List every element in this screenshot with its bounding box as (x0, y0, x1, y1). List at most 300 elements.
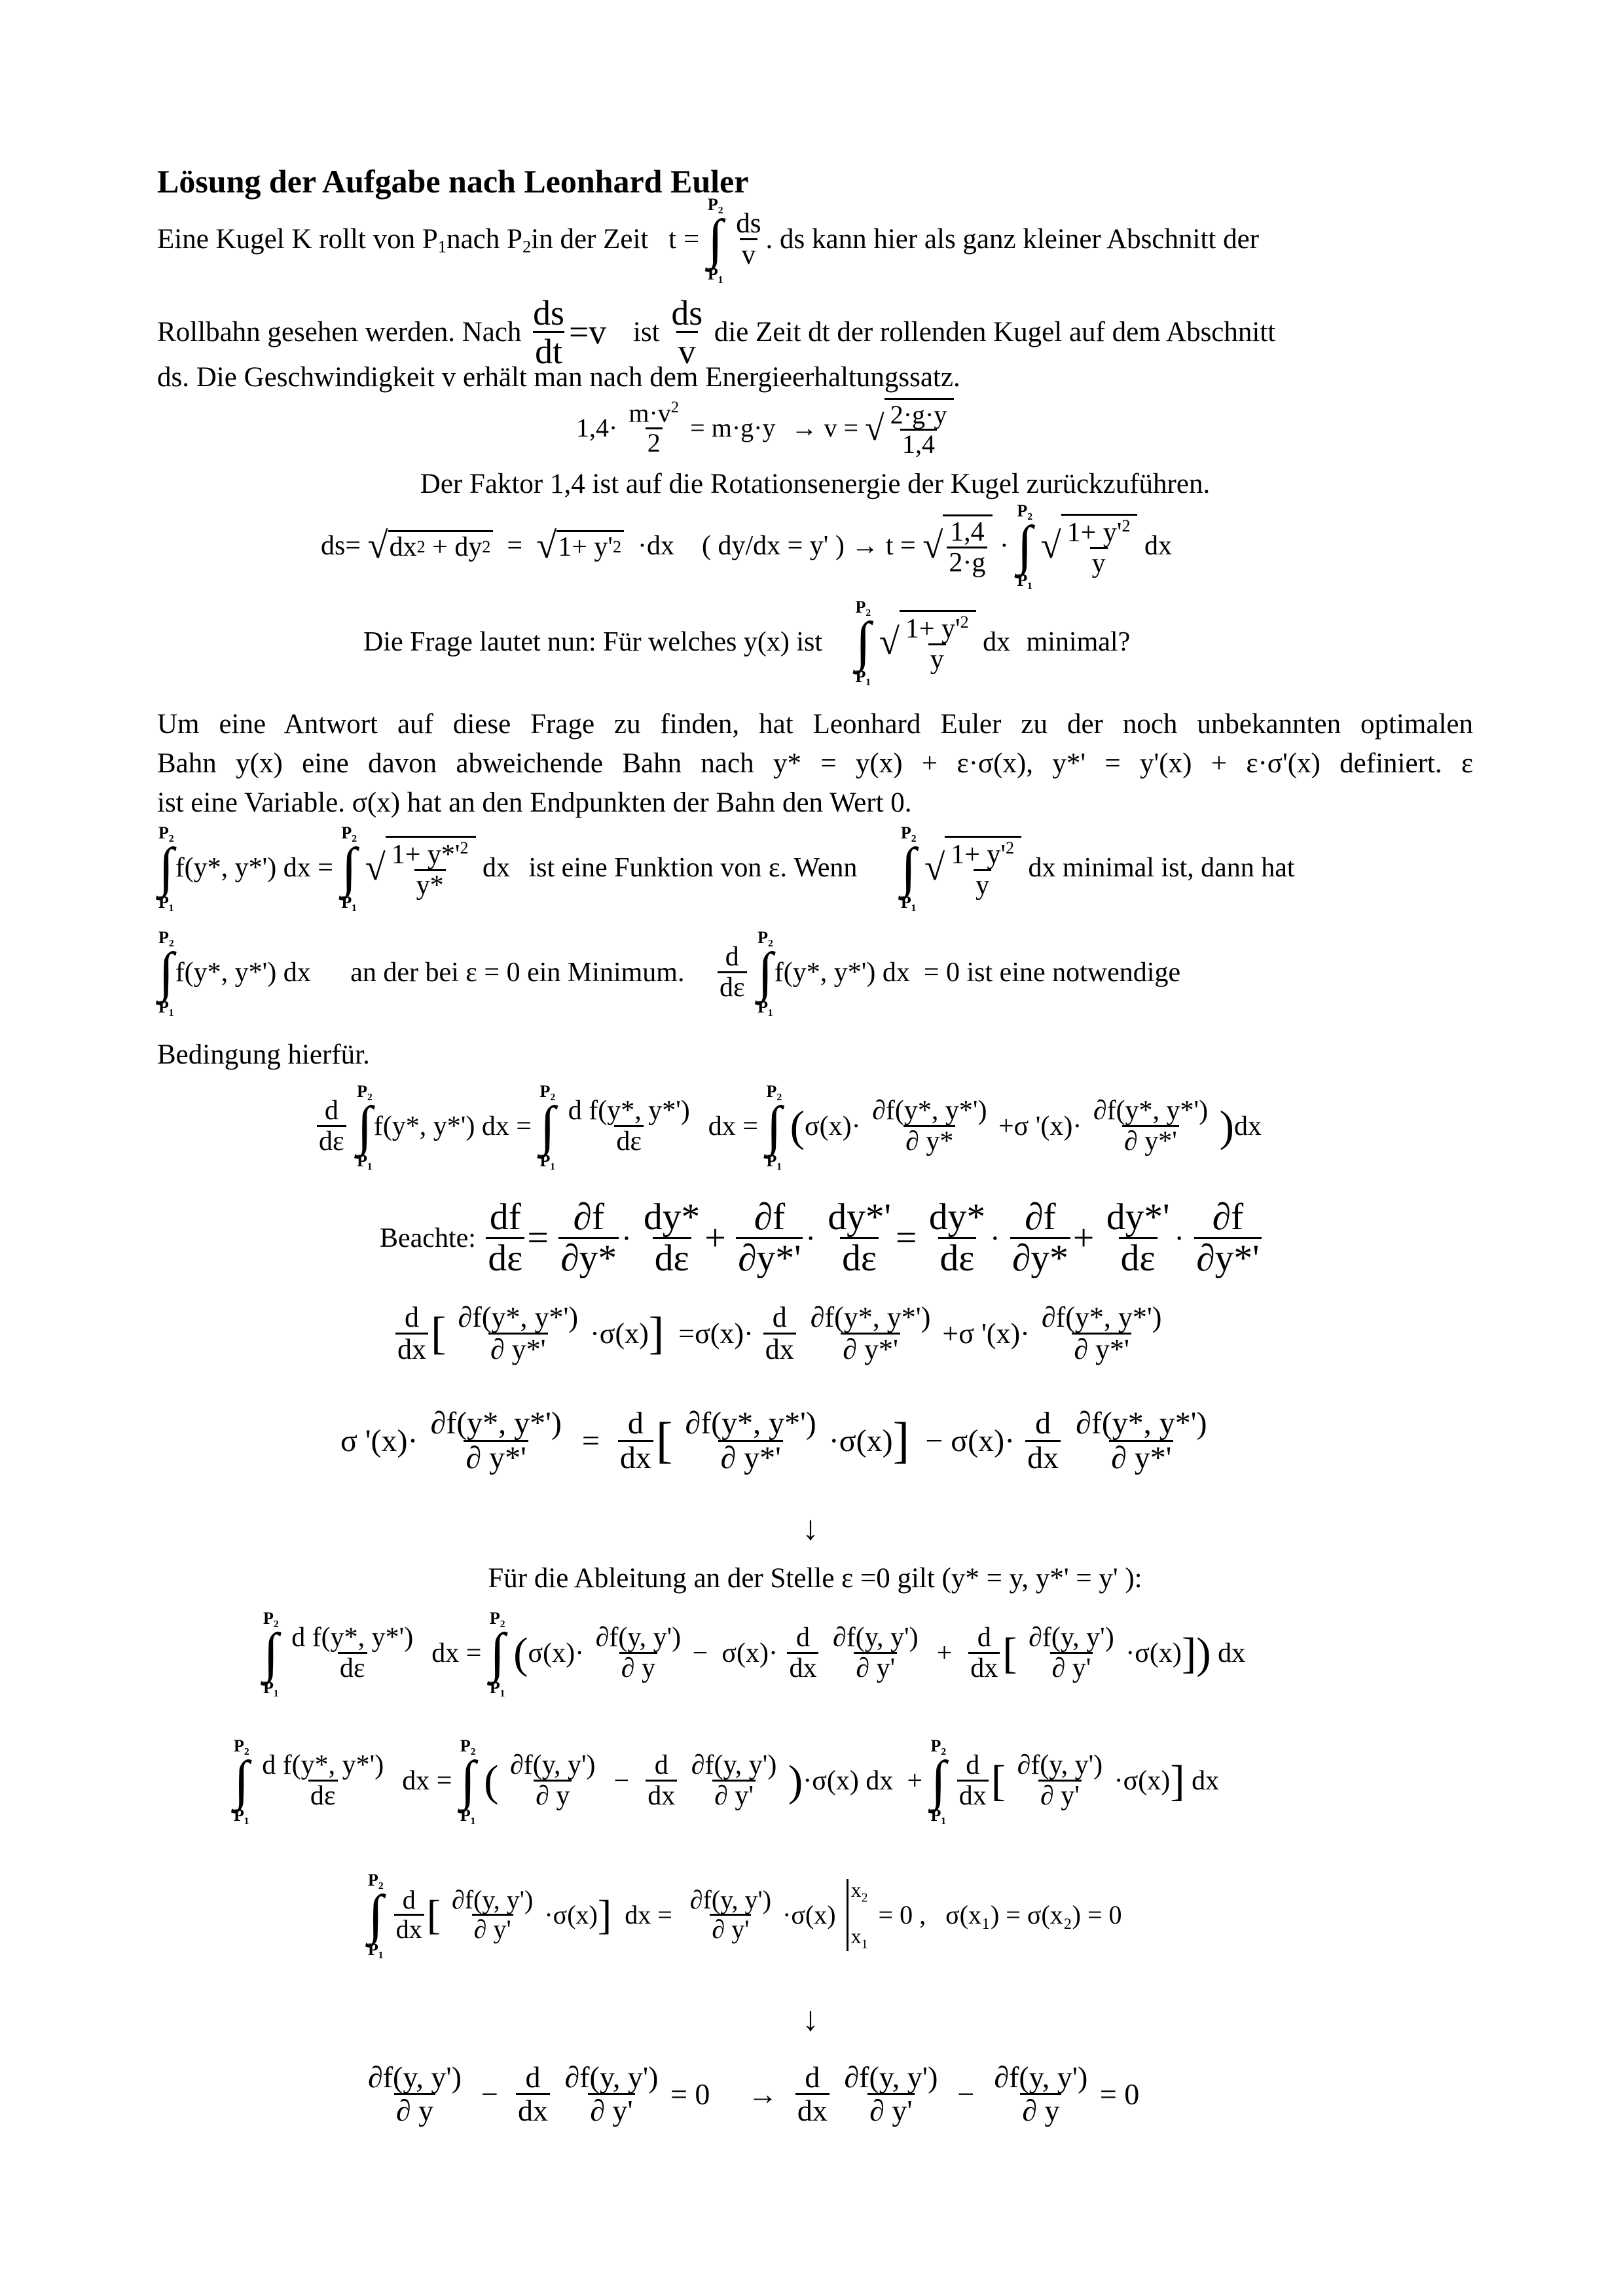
equation-boundary: P₂ ∫ P₁ $\frac{d}{dx}$ [ $\frac{\partial f(y, y')}{\partial y'}$ ·σ(x)] dx = $\frac{\partial f(y, y')}{\partial y'}$ ·σ(x) $x_2$ $x_1$ = 0 , σ(x₁) = σ(x₂) = 0 (368, 1871, 1122, 1959)
fraction (558, 1198, 619, 1279)
fraction-ds-v (669, 295, 704, 370)
fraction (826, 1198, 893, 1279)
text: ist (632, 317, 660, 348)
boundary-condition: σ(x₁) = σ(x₂) = 0 (945, 1899, 1122, 1929)
lower-limit: P₁ (1017, 570, 1033, 590)
denominator: ∂ y' (1050, 1652, 1093, 1683)
upper-limit: P₂ (460, 1736, 476, 1755)
numerator: d (977, 1623, 991, 1653)
paragraph-line-3: ds. Die Geschwindigkeit v erhält man nach dem Energieerhaltungssatz. (157, 362, 960, 393)
equation-stelle-1: P₂ ∫ P₁ $\frac{\text{d f(y*, y*')}}{d\varepsilon}$ dx = P₂ ∫ P₁ (σ(x)· $\frac{\partial f(y, y')}{\partial y}$ − σ(x)· $\frac{d}{dx}$ $\frac{\partial f(y, y')}{\partial y'}$ + $\frac{d}{dx}$ [ $\frac{\partial f(y, y')}{\partial y'}$ ·σ(x)]) dx (263, 1609, 1246, 1697)
fraction-partial (842, 2062, 939, 2127)
f-star: f(y*, y*') (1091, 1406, 1207, 1441)
numerator: d f(y*, y*') (568, 1096, 690, 1126)
f-star: f(y*, y*') (885, 1096, 987, 1126)
lower-limit: P₁ (766, 1151, 782, 1170)
numerator: $1+ y*'^2$ (391, 838, 469, 870)
denominator: ∂ y (394, 2093, 435, 2126)
equation-stelle-2: P₂ ∫ P₁ $\frac{\text{d f(y*, y*')}}{d\varepsilon}$ dx = P₂ ∫ P₁ ( $\frac{\partial f(y, y')}{\partial y}$ − $\frac{d}{dx}$ $\frac{\partial f(y, y')}{\partial y'}$ )·σ(x) dx + P₂ ∫ P₁ $\frac{d}{dx}$ [ $\frac{\partial f(y, y')}{\partial y'}$ ·σ(x)] dx (234, 1736, 1220, 1825)
denominator: y (974, 869, 991, 900)
fraction-d-dx (646, 1751, 677, 1810)
denominator: ∂ y*' (1109, 1440, 1173, 1475)
numerator: ∂f(y*, y*') (1041, 1301, 1162, 1333)
numerator: ∂f (754, 1196, 786, 1238)
fraction (642, 1198, 702, 1279)
fraction-d-dx (968, 1623, 1000, 1683)
denominator: dx (395, 1333, 428, 1365)
text: Beachte: (380, 1223, 476, 1253)
denominator: ∂y* (1010, 1237, 1070, 1278)
f-star: f(y*, y*') (373, 1111, 475, 1141)
numerator: $1+ y'^2$ (1067, 516, 1131, 548)
lower-limit: P₁ (930, 1805, 947, 1825)
integral: P₂ ∫ P₁ (489, 1609, 505, 1697)
f-star: f(y*, y*') (282, 1750, 384, 1781)
denominator: y (928, 643, 946, 674)
denominator: dε (308, 1780, 338, 1810)
f: f(y, y') (859, 2060, 938, 2094)
upper-limit: P₂ (707, 195, 723, 214)
fraction-d-de (317, 1096, 346, 1156)
fraction-partial (508, 1751, 598, 1810)
lower-limit: P₁ (368, 1939, 384, 1959)
lower-limit: P₁ (460, 1805, 476, 1825)
numerator: d f(y*, y*') (291, 1623, 414, 1653)
denominator: dx (394, 1914, 424, 1943)
evaluation-bar (847, 1879, 868, 1951)
upper-limit: P₂ (158, 823, 174, 842)
denominator: dε (1119, 1237, 1158, 1278)
denominator: ∂ y (534, 1780, 572, 1810)
sigma: σ(x) (721, 1638, 769, 1668)
denominator: ∂ y' (1038, 1780, 1082, 1810)
text: dx minimal ist, dann hat (1028, 852, 1295, 883)
fraction-ds-dt (531, 295, 566, 370)
fraction-partial (1040, 1302, 1164, 1365)
denominator: ∂ y*' (1072, 1333, 1131, 1365)
fraction-partial (831, 1623, 921, 1683)
numerator: ∂f(y*, y*') (1093, 1096, 1209, 1126)
denominator: ∂ y (619, 1652, 657, 1683)
numerator: dy* (644, 1196, 701, 1238)
fraction-d-dx (516, 2062, 550, 2127)
numerator: ∂f(y, y') (452, 1885, 534, 1915)
numerator: ∂f(y*, y*') (1076, 1406, 1207, 1441)
dx: dx (1192, 1765, 1220, 1796)
denominator: dx (957, 1780, 989, 1810)
denominator: ∂ y* (903, 1125, 955, 1156)
text: ds= (321, 530, 361, 561)
sigma: σ(x) (599, 1317, 649, 1350)
numerator: dy*' (828, 1196, 891, 1238)
upper-limit: P₂ (489, 1609, 505, 1628)
sigma: σ(x) (791, 1899, 836, 1929)
fraction-mv2-2 (627, 399, 681, 456)
numerator: ∂f(y*, y*') (872, 1096, 987, 1126)
sigma: σ(x) (553, 1899, 598, 1929)
fraction-partial (1074, 1407, 1209, 1475)
numerator: d (402, 1885, 416, 1915)
equation-product-rule: $\frac{d}{dx}$ [ $\frac{\partial f(y*, y*')}{\partial y*'}$ ·σ(x)] =σ(x)· $\frac{d}{dx}$ $\frac{\partial f(y*, y*')}{\partial y*'}$ +σ '(x)· $\frac{\partial f(y*, y*')}{\partial y*'}$ (393, 1302, 1166, 1365)
numerator: ∂f(y, y') (994, 2060, 1088, 2094)
denominator: dx (763, 1333, 796, 1365)
denominator: dx (787, 1652, 818, 1683)
numerator: d f(y*, y*') (262, 1750, 384, 1781)
numerator: ∂f(y*, y*') (458, 1301, 579, 1333)
f-star: f(y*, y*') (1106, 1096, 1209, 1126)
sigma: σ(x) (695, 1317, 744, 1350)
lower-limit: P₁ (855, 666, 871, 686)
fraction-d-dx (618, 1407, 653, 1475)
f-star: f(y*, y*') (175, 957, 277, 988)
fraction-partial (992, 2062, 1089, 2127)
denominator: 2·g (947, 547, 987, 577)
sqrt: √ $\frac{1+ y'^2}{y}$ (1041, 514, 1138, 578)
denominator: ∂ y' (472, 1914, 513, 1943)
denominator: ∂y*' (736, 1237, 803, 1278)
numerator: d (805, 2060, 820, 2094)
numerator: ∂f(y, y') (368, 2060, 462, 2094)
fraction-partial (1027, 1623, 1116, 1683)
numerator: dy*' (1106, 1196, 1170, 1238)
arrow-down: ↓ (802, 2001, 819, 2038)
integral: P₂ ∫ P₁ (757, 928, 773, 1016)
fraction-d-de (718, 942, 747, 1002)
sigma: σ(x) (805, 1111, 852, 1141)
fraction (927, 1198, 987, 1279)
denominator: dε (338, 1652, 367, 1683)
fraction-df-de (566, 1096, 692, 1156)
numerator: d (627, 1406, 644, 1441)
upper-limit: P₂ (158, 928, 174, 947)
numerator: ∂f(y, y') (564, 2060, 659, 2094)
numerator: 2·g·y (890, 400, 947, 429)
fraction (888, 401, 949, 458)
denominator: v (740, 238, 758, 270)
denominator: dx (516, 2093, 550, 2126)
arrow-down: ↓ (802, 1510, 819, 1547)
f: f(y, y') (523, 1750, 596, 1781)
integral: P₂ ∫ P₁ (855, 598, 871, 686)
integral: P₂ ∫ P₁ (158, 928, 174, 1016)
fraction (949, 839, 1016, 900)
denominator: dε (486, 1237, 524, 1278)
integral: P₂ ∫ P₁ (263, 1609, 279, 1697)
upper-limit: P₂ (930, 1736, 947, 1755)
numerator: ∂f (1212, 1196, 1244, 1238)
fraction-partial (683, 1407, 818, 1475)
integral: P₂ ∫ P₁ (900, 823, 917, 912)
fraction-d-dx (957, 1751, 989, 1810)
f-star: f(y*, y*') (175, 852, 277, 883)
sqrt: √ $\frac{1+ y'^2}{y}$ (924, 836, 1021, 900)
integral: P₂ ∫ P₁ (460, 1736, 476, 1825)
fraction (1104, 1198, 1172, 1279)
integral: P₂ ∫ P₁ (341, 823, 357, 912)
integral: P₂ ∫ P₁ (1017, 501, 1033, 590)
f: f(y, y') (702, 1885, 772, 1915)
denominator: ∂ y*' (841, 1333, 900, 1365)
text: Die Frage lautet nun: Für welches y(x) ist (363, 626, 822, 657)
denominator: dε (653, 1237, 691, 1278)
integral: P₂ ∫ P₁ (930, 1736, 947, 1825)
f: f(y, y') (609, 1623, 682, 1653)
fraction-partial (450, 1886, 535, 1943)
numerator: ∂f(y*, y*') (430, 1406, 562, 1441)
denominator: ∂ y*' (488, 1333, 548, 1365)
fraction-d-dx (394, 1886, 424, 1943)
denominator: 1,4 (900, 429, 937, 458)
function-line: P₂ ∫ P₁ f(y*, y*') dx = P₂ ∫ P₁ √ $\frac{1+ y*'^2}{y*}$ dx ist eine Funktion von ε. Wenn P₂ ∫ P₁ √ $\frac{1+ y'^2}{y}$ dx minimal ist, dann hat (158, 823, 1295, 912)
denominator: dx (646, 1780, 677, 1810)
sigma-prime: σ '(x) (340, 1423, 408, 1458)
integral: P₂ ∫ P₁ (539, 1082, 556, 1170)
text: Rollbahn gesehen werden. Nach (157, 317, 522, 348)
fraction-d-dx (795, 2062, 830, 2127)
denominator: ∂ y*' (464, 1440, 528, 1475)
lower-limit: P₁ (489, 1677, 505, 1697)
page-title: Lösung der Aufgabe nach Leonhard Euler (157, 163, 749, 200)
text: minimal? (1026, 626, 1131, 657)
integral: P₂ ∫ P₁ (766, 1082, 782, 1170)
dx: dx (1233, 1111, 1262, 1141)
denominator: dε (317, 1125, 346, 1156)
upper-limit: P₂ (263, 1609, 279, 1628)
paragraph-euler-1: Um eine Antwort auf diese Frage zu finden, hat Leonhard Euler zu der noch unbekannten optimalen (157, 709, 1473, 740)
denominator: y* (414, 869, 446, 900)
denominator: ∂ y' (854, 1652, 897, 1683)
numerator: ∂f(y, y') (691, 1750, 777, 1781)
numerator: ∂f(y, y') (844, 2060, 938, 2094)
sigma: σ(x) (812, 1765, 859, 1796)
dx: dx (1218, 1638, 1246, 1668)
numerator: d (772, 1301, 787, 1333)
upper-limit: P₂ (368, 1871, 384, 1890)
numerator: d (654, 1750, 668, 1781)
sigma: σ(x) (951, 1423, 1005, 1458)
fraction-partial (594, 1623, 684, 1683)
denominator: dx (1025, 1440, 1061, 1475)
integral: P₂ ∫ P₁ (707, 195, 723, 283)
t-equals: t = (668, 224, 700, 255)
fraction-partial (366, 2062, 464, 2127)
dx: dx (483, 852, 510, 883)
text: 1,4· (576, 413, 618, 442)
numerator: df (489, 1196, 521, 1238)
fraction (486, 1198, 524, 1279)
fraction-d-dx (395, 1302, 428, 1365)
sqrt: √ $\frac{2\cdot g\cdot y}{1,4}$ (865, 398, 954, 458)
denominator: dt (533, 331, 564, 370)
denominator: ∂ y (1020, 2093, 1061, 2126)
paragraph-line-1 (157, 196, 1259, 283)
fraction-partial (688, 1886, 773, 1943)
equation-beachte: Beachte: $\frac{df}{d\varepsilon}$ = $\frac{\partial f}{\partial y*}$ · $\frac{dy*}{d\varepsilon}$ + $\frac{\partial f}{\partial y*'}$ · $\frac{dy*'}{d\varepsilon}$ = $\frac{dy*}{d\varepsilon}$ · $\frac{\partial f}{\partial y*}$ + $\frac{dy*'}{d\varepsilon}$ · $\frac{\partial f}{\partial y*'}$ (380, 1198, 1264, 1279)
equation-ds: ds= √ dx 2 + dy 2 = √ 1+ y' 2 ·dx ( dy/dx = y' ) → t = √ $\frac{1,4}{2\cdot g}$ · P₂ ∫ P₁ √ $\frac{1+ y'^2}{y}$ dx (321, 501, 1172, 590)
integral: P₂ ∫ P₁ (234, 1736, 249, 1825)
factor-note: Der Faktor 1,4 ist auf die Rotationsenergie der Kugel zurückzuführen. (420, 469, 1211, 499)
equation-sigma-prime: σ '(x)· $\frac{\partial f(y*, y*')}{\partial y*'}$ = $\frac{d}{dx}$ [ $\frac{\partial f(y*, y*')}{\partial y*'}$ ·σ(x)] − σ(x)· $\frac{d}{dx}$ $\frac{\partial f(y*, y*')}{\partial y*'}$ (340, 1407, 1211, 1475)
numerator: d (324, 1096, 338, 1126)
sqrt: √ $\frac{1+ y*'^2}{y*}$ (365, 836, 476, 900)
text: = m·g·y (690, 413, 776, 442)
upper-bound: $x_2$ (850, 1877, 868, 1905)
sigma-prime: σ '(x) (1013, 1111, 1073, 1141)
numerator: d (795, 1623, 810, 1653)
upper-limit: P₂ (855, 598, 871, 617)
text: nach P (447, 224, 522, 255)
denominator: dε (614, 1125, 644, 1156)
subscript: 1 (437, 236, 447, 257)
upper-limit: P₂ (234, 1736, 249, 1755)
f: f(y, y') (1042, 1623, 1114, 1653)
numerator: ∂f(y, y') (595, 1623, 682, 1653)
question-line (363, 599, 1130, 685)
lower-limit: P₁ (707, 264, 723, 283)
fraction-d-dx (1025, 1407, 1061, 1475)
upper-limit: P₂ (766, 1082, 782, 1101)
integral: P₂ ∫ P₁ (158, 823, 174, 912)
lower-limit: P₁ (900, 892, 917, 912)
fraction-partial (870, 1096, 989, 1156)
fraction-d-dx (763, 1302, 796, 1365)
numerator: ∂f (1025, 1196, 1056, 1238)
text: . ds kann hier als ganz kleiner Abschnitt der (765, 224, 1259, 255)
paragraph-euler-2: Bahn y(x) eine davon abweichende Bahn nach y* = y(x) + ε·σ(x), y*' = y'(x) + ε·σ'(x) definiert. ε (157, 748, 1473, 779)
fraction-partial (809, 1302, 933, 1365)
denominator: dx (618, 1440, 653, 1475)
denominator: dε (718, 971, 747, 1002)
upper-limit: P₂ (900, 823, 917, 842)
fraction (903, 613, 971, 674)
numerator: d (966, 1750, 980, 1781)
f-star: f(y*, y*') (824, 1301, 931, 1333)
fraction-df-de (289, 1623, 415, 1683)
lower-limit: P₁ (539, 1151, 556, 1170)
sqrt: √ dx 2 + dy 2 (368, 528, 494, 565)
numerator: d (1035, 1406, 1051, 1441)
numerator: d (525, 2060, 541, 2094)
stelle-line: Für die Ableitung an der Stelle ε =0 gilt (y* = y, y*' = y' ): (488, 1563, 1142, 1594)
fraction-ds-v (734, 209, 763, 270)
sqrt: √ $\frac{1,4}{2\cdot g}$ (922, 514, 993, 577)
sigma: σ(x) (839, 1423, 893, 1458)
numerator: 1,4 (950, 516, 985, 547)
text: die Zeit dt der rollenden Kugel auf dem Abschnitt (714, 317, 1276, 348)
f: f(y, y') (382, 2060, 462, 2094)
denominator: v (676, 331, 698, 370)
numerator: dy* (928, 1196, 986, 1238)
sqrt: √ $\frac{1+ y'^2}{y}$ (879, 610, 976, 674)
numerator: ∂f(y, y') (1017, 1750, 1103, 1781)
fraction-partial (689, 1751, 779, 1810)
lower-limit: P₁ (263, 1677, 279, 1697)
lower-limit: P₁ (234, 1805, 249, 1825)
f: f(y, y') (579, 2060, 659, 2094)
denominator: dx (795, 2093, 830, 2126)
fraction-partial (562, 2062, 660, 2127)
fraction-df-de (260, 1751, 386, 1810)
fraction (1065, 517, 1133, 578)
numerator: d (405, 1301, 419, 1333)
denominator: dε (938, 1237, 977, 1278)
lower-limit: P₁ (757, 997, 773, 1016)
f-star: f(y*, y*') (446, 1406, 562, 1441)
numerator: ∂f(y*, y*') (810, 1301, 931, 1333)
denominator: ∂y* (558, 1237, 619, 1278)
lower-limit: P₁ (357, 1151, 373, 1170)
f-star: f(y*, y*') (589, 1096, 690, 1126)
fraction-partial (428, 1407, 563, 1475)
integral: P₂ ∫ P₁ (357, 1082, 373, 1170)
upper-limit: P₂ (357, 1082, 373, 1101)
condition-line: Bedingung hierfür. (157, 1039, 370, 1070)
text: → v = (791, 413, 859, 442)
text: ( dy/dx = y' ) → t = (701, 530, 916, 561)
denominator: ∂ y*' (1122, 1125, 1179, 1156)
fraction-d-dx (787, 1623, 818, 1683)
minimum-line: P₂ ∫ P₁ f(y*, y*') dx an der bei ε = 0 ein Minimum. $\frac{d}{d\varepsilon}$ P₂ ∫ P₁ f(y*, y*') dx = 0 ist eine notwendige (158, 928, 1181, 1016)
denominator: dε (840, 1237, 879, 1278)
denominator: ∂ y*' (718, 1440, 782, 1475)
subscript: 2 (522, 236, 532, 257)
fraction (1010, 1198, 1070, 1279)
lower-limit: P₁ (341, 892, 357, 912)
sigma-prime: σ '(x) (958, 1317, 1021, 1350)
paragraph-line-2: Rollbahn gesehen werden. Nach $\frac{ds}{dt}$ =v ist $\frac{ds}{v}$ die Zeit dt der rollenden Kugel auf dem Abschnitt (157, 293, 1276, 372)
text: an der bei ε = 0 ein Minimum. (350, 957, 685, 988)
fraction-partial (456, 1302, 580, 1365)
denominator: dx (968, 1652, 1000, 1683)
numerator: ∂f(y, y') (509, 1750, 596, 1781)
denominator: ∂ y' (710, 1914, 751, 1943)
denominator: 2 (646, 427, 663, 457)
numerator: $1+ y'^2$ (951, 838, 1014, 870)
text: = 0 ist eine notwendige (923, 957, 1181, 988)
denominator: ∂ y' (588, 2093, 635, 2126)
sigma: σ(x) (1123, 1765, 1171, 1796)
equation-euler-lagrange: $\frac{\partial f(y, y')}{\partial y}$ − $\frac{d}{dx}$ $\frac{\partial f(y, y')}{\partial y'}$ = 0 → $\frac{d}{dx}$ $\frac{\partial f(y, y')}{\partial y'}$ − $\frac{\partial f(y, y')}{\partial y}$ = 0 (363, 2062, 1139, 2127)
numerator: ds (736, 208, 761, 240)
equation-derivative-integral: $\frac{d}{d\varepsilon}$ P₂ ∫ P₁ f(y*, y*') dx = P₂ ∫ P₁ $\frac{\text{d f(y*, y*')}}{d\varepsilon}$ dx = P₂ ∫ P₁ (σ(x)· $\frac{\partial f(y*, y*')}{\partial y*}$ +σ '(x)· $\frac{\partial f(y*, y*')}{\partial y*'}$ )dx (314, 1083, 1262, 1170)
equation-energy (576, 398, 954, 458)
dx: dx (983, 626, 1011, 657)
fraction (390, 839, 471, 900)
numerator: ds (671, 293, 703, 332)
numerator: ds (533, 293, 564, 332)
denominator: ∂ y' (712, 1780, 756, 1810)
f-star: f(y*, y*') (472, 1301, 579, 1333)
fraction (1194, 1198, 1261, 1279)
f: f(y, y') (1009, 2060, 1088, 2094)
fraction-partial (1091, 1096, 1210, 1156)
upper-limit: P₂ (1017, 501, 1033, 520)
numerator: $1+ y'^2$ (905, 612, 969, 644)
paragraph-euler-3: ist eine Variable. σ(x) hat an den Endpunkten der Bahn den Wert 0. (157, 787, 912, 818)
numerator: ∂f (573, 1196, 604, 1238)
equals-zero: = 0 (1099, 2077, 1140, 2111)
numerator: ∂f(y, y') (832, 1623, 919, 1653)
upper-limit: P₂ (341, 823, 357, 842)
f-star: f(y*, y*') (774, 957, 876, 988)
numerator: d (725, 942, 739, 973)
f-star: f(y*, y*') (701, 1406, 816, 1441)
f-star: f(y*, y*') (312, 1623, 414, 1653)
denominator: ∂y*' (1194, 1237, 1261, 1278)
sqrt: √ 1+ y' 2 (536, 528, 624, 565)
upper-limit: P₂ (757, 928, 773, 947)
text: in der Zeit (531, 224, 649, 255)
